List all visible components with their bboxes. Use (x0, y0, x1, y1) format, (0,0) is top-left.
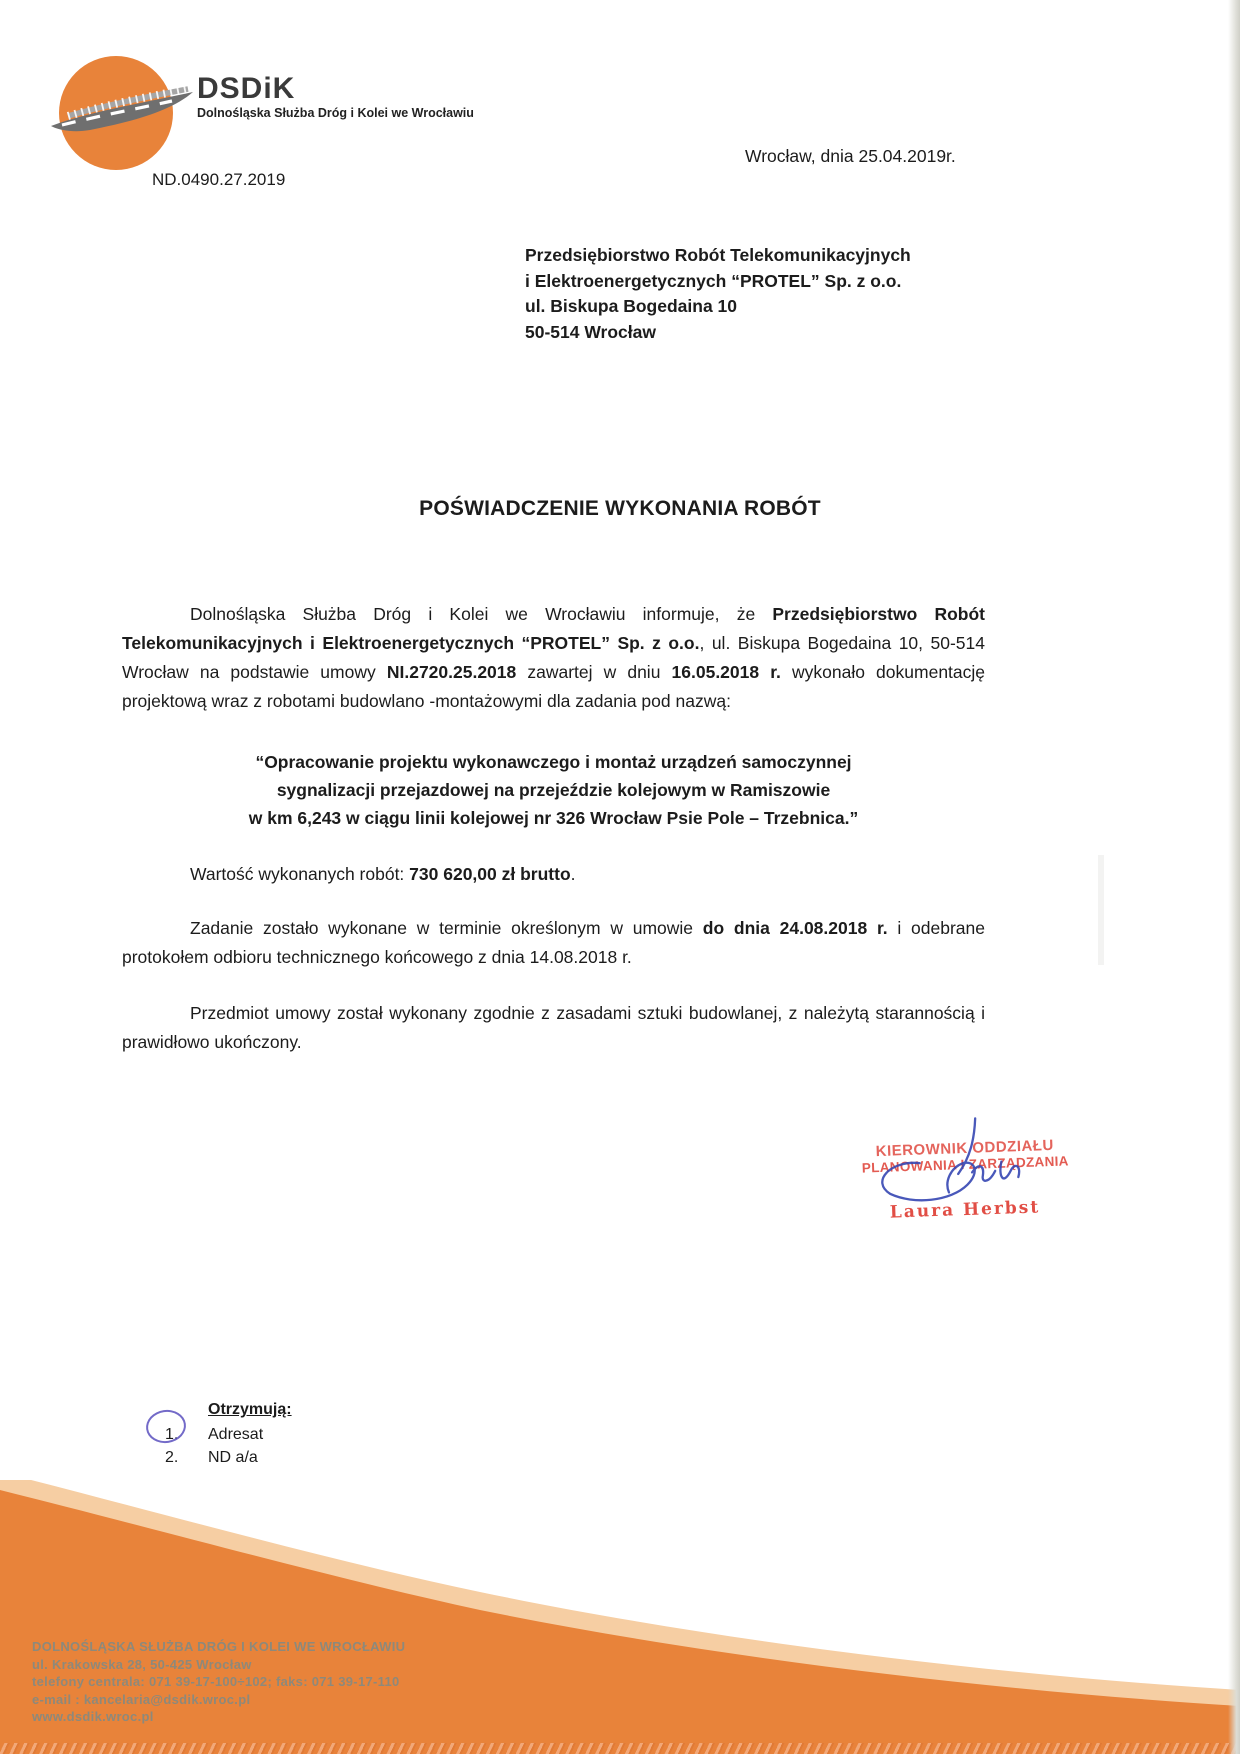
footer-contact-block (32, 1638, 405, 1726)
scan-edge-shadow (1228, 0, 1240, 1754)
dsdik-logo-icon (48, 50, 198, 175)
footer-phones: telefony centrala: 071 39-17-100÷102; faks: 071 39-17-110 (32, 1674, 400, 1689)
list-item-number: 2. (165, 1449, 179, 1466)
org-name: Dolnośląska Służba Dróg i Kolei we Wrocławiu (197, 106, 474, 120)
footer-website: www.dsdik.wroc.pl (32, 1709, 154, 1724)
stamp-signer-name: Laura Herbst (889, 1197, 1041, 1223)
project-name-line: w km 6,243 w ciągu linii kolejowej nr 326 Wrocław Psie Pole – Trzebnica.” (248, 808, 859, 828)
paragraph-intro: Dolnośląska Służba Dróg i Kolei we Wrocławiu informuje, że Przedsiębiorstwo Robót Telekomunikacyjnych i Elektroenergetycznych “PROTEL” Sp. z o.o., ul. Biskupa Bogedaina 10, 50-514 Wrocław na podstawie umowy NI.2720.25.2018 zawartej w dniu 16.05.2018 r. wykonało dokumentację projektową wraz z robotami budowlano -montażowymi dla zadania pod nazwą: (122, 604, 986, 711)
handwritten-signature (858, 1108, 1043, 1226)
document-title: POŚWIADCZENIE WYKONANIA ROBÓT (419, 497, 821, 520)
reference-number: ND.0490.27.2019 (152, 170, 286, 189)
footer-address: ul. Krakowska 28, 50-425 Wrocław (32, 1656, 252, 1672)
date-line: Wrocław, dnia 25.04.2019r. (745, 146, 956, 166)
addressee-line: 50-514 Wrocław (525, 321, 656, 342)
project-name-line: sygnalizacji przejazdowej na przejeździe kolejowym w Ramiszowie (276, 780, 831, 800)
scan-smudge (1098, 855, 1104, 965)
footer-email: e-mail : kancelaria@dsdik.wroc.pl (32, 1691, 251, 1707)
distribution-heading: Otrzymują: (208, 1401, 292, 1418)
org-abbrev: DSDiK (197, 72, 296, 105)
value-line: Wartość wykonanych robót: 730 620,00 zł brutto. (190, 864, 576, 884)
addressee-block (525, 243, 911, 345)
stamp-title-line: KIEROWNIK ODDZIAŁU (875, 1136, 1055, 1161)
footer-pattern-band (0, 1743, 1240, 1754)
footer-org-line: DOLNOŚLĄSKA SŁUŻBA DRÓG I KOLEI WE WROCŁAWIU (32, 1639, 406, 1654)
project-name-line: “Opracowanie projektu wykonawczego i montaż urządzeń samoczynnej (255, 752, 852, 772)
list-item-label: Adresat (208, 1426, 264, 1443)
paragraph-final: Przedmiot umowy został wykonany zgodnie z zasadami sztuki budowlanej, z należytą starannością i prawidłowo ukończony. (122, 1003, 985, 1052)
addressee-line: i Elektroenergetycznych “PROTEL” Sp. z o.o. (525, 270, 902, 291)
addressee-line: Przedsiębiorstwo Robót Telekomunikacyjnych (525, 245, 911, 265)
addressee-line: ul. Biskupa Bogedaina 10 (525, 296, 737, 316)
list-item-label: ND a/a (208, 1449, 258, 1466)
paragraph-deadline: Zadanie zostało wykonane w terminie określonym w umowie do dnia 24.08.2018 r. i odebrane protokołem odbioru technicznego końcowego z dnia 14.08.2018 r. (122, 918, 985, 967)
stamp-title-line: PLANOWANIA I ZARZĄDZANIA (861, 1153, 1069, 1176)
list-item (150, 1446, 292, 1469)
list-item-number: 1. (165, 1426, 179, 1443)
project-name-block (122, 748, 985, 832)
